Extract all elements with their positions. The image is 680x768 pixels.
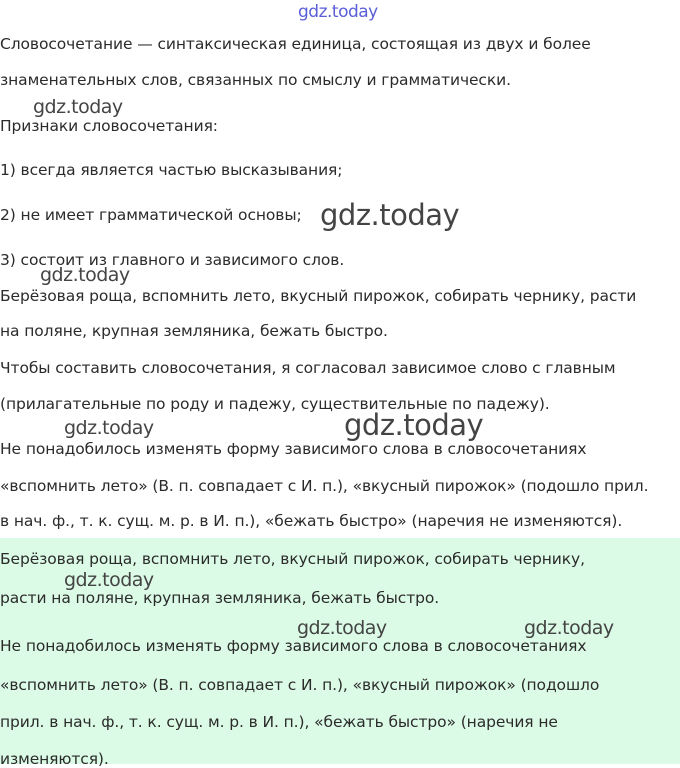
sign-2: 2) не имеет грамматической основы; (0, 206, 302, 224)
watermark: gdz.today (64, 417, 154, 439)
answer-unchanged-line-4: изменяются). (0, 750, 109, 768)
sign-1: 1) всегда является частью высказывания; (0, 161, 343, 179)
sign-3: 3) состоит из главного и зависимого слов. (0, 251, 345, 269)
answer-phrases-line-1: Берёзовая роща, вспомнить лето, вкусный пирожок, собирать чернику, (0, 550, 585, 568)
definition-line-2: знаменательных слов, связанных по смыслу и грамматически. (0, 71, 511, 89)
task-unchanged-line-3: в нач. ф., т. к. сущ. м. р. в И. п.), «бежать быстро» (наречия не изменяются). (0, 512, 623, 530)
task-explain-line-1: Чтобы составить словосочетания, я согласовал зависимое слово с главным (0, 359, 616, 377)
answer-unchanged-line-1: Не понадобилось изменять форму зависимого слова в словосочетаниях (0, 637, 587, 655)
watermark: gdz.today (40, 264, 130, 286)
signs-title: Признаки словосочетания: (0, 117, 218, 135)
watermark: gdz.today (64, 569, 154, 591)
answer-phrases-line-2: расти на поляне, крупная земляника, бежать быстро. (0, 589, 440, 607)
task-unchanged-line-1: Не понадобилось изменять форму зависимого слова в словосочетаниях (0, 440, 587, 458)
task-phrases-line-1: Берёзовая роща, вспомнить лето, вкусный пирожок, собирать чернику, расти (0, 287, 637, 305)
task-unchanged-line-2: «вспомнить лето» (В. п. совпадает с И. п.), «вкусный пирожок» (подошло прил. (0, 477, 649, 495)
task-explain-line-2: (прилагательные по роду и падежу, существительные по падежу). (0, 395, 550, 413)
watermark: gdz.today (524, 617, 614, 639)
answer-unchanged-line-2: «вспомнить лето» (В. п. совпадает с И. п.), «вкусный пирожок» (подошло (0, 676, 600, 694)
answer-unchanged-line-3: прил. в нач. ф., т. к. сущ. м. р. в И. п.), «бежать быстро» (наречия не (0, 713, 558, 731)
watermark: gdz.today (33, 96, 123, 118)
definition-line-1: Словосочетание — синтаксическая единица, состоящая из двух и более (0, 35, 591, 53)
watermark: gdz.today (297, 617, 387, 639)
task-phrases-line-2: на поляне, крупная земляника, бежать быстро. (0, 322, 388, 340)
watermark: gdz.today (320, 198, 460, 232)
watermark: gdz.today (344, 408, 484, 442)
watermark-top: gdz.today (298, 2, 378, 22)
